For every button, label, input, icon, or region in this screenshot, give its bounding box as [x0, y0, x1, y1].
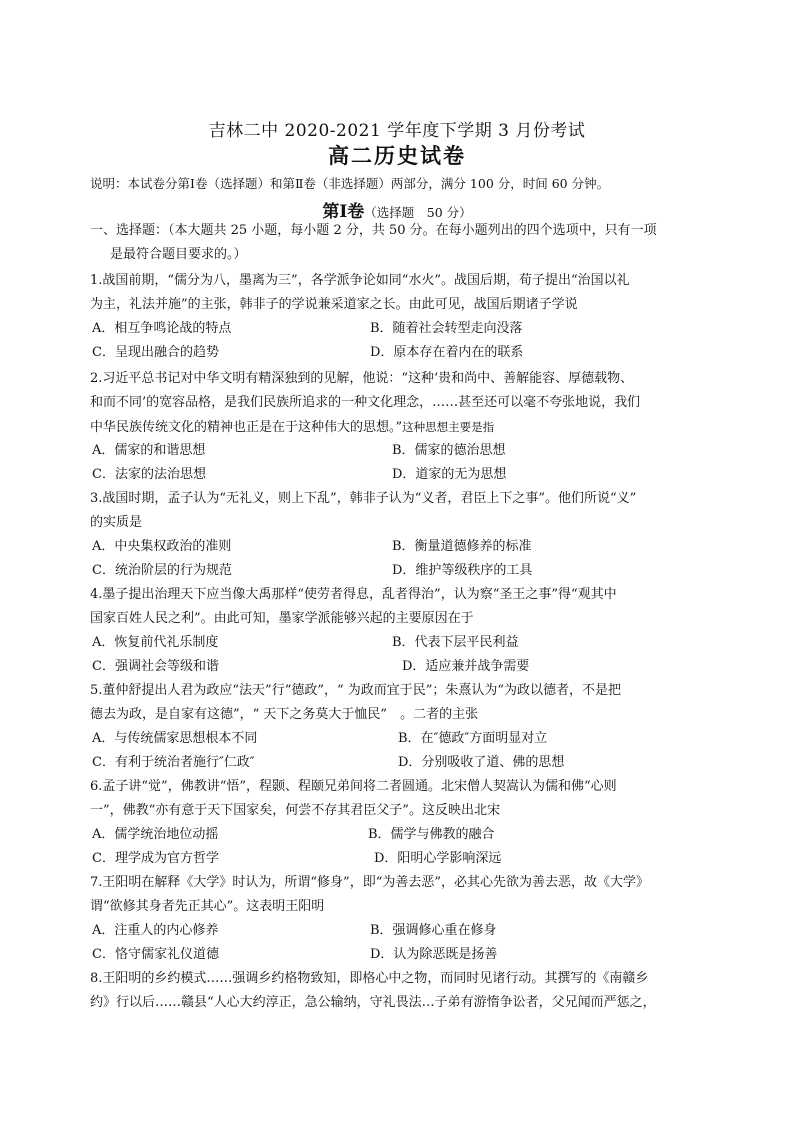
question-stem-line: 的实质是 — [90, 515, 143, 530]
option-c: C．理学成为官方哲学 — [92, 851, 219, 866]
option-c: C．强调社会等级和谐 — [92, 659, 219, 674]
part-instructions-line: 是最符合题目要求的。） — [110, 247, 247, 262]
option-b: B．随着社会转型走向没落 — [370, 321, 523, 336]
exam-instructions: 说明：本试卷分第Ⅰ卷（选择题）和第Ⅱ卷（非选择题）两部分，满分 100 分，时间 60 分钟。 — [90, 176, 610, 191]
question-stem-line: 3.战国时期，孟子认为“无礼义，则上下乱”，韩非子认为“义者，君臣上下之事”。他们所说“义” — [90, 491, 637, 506]
subject-title: 高二历史试卷 — [328, 143, 466, 168]
option-a: A．儒学统治地位动摇 — [92, 827, 219, 842]
question-stem-line: 4.墨子提出治理天下应当像大禹那样“使劳者得息，乱者得治”，认为察“圣王之事”得“观其中 — [90, 587, 617, 602]
option-d: D．道家的无为思想 — [392, 467, 507, 482]
option-d: D．分别吸收了道、佛的思想 — [398, 755, 565, 770]
option-a: A．相互争鸣论战的特点 — [92, 321, 232, 336]
option-d: D．维护等级秩序的工具 — [392, 563, 533, 578]
question-stem-text: 中华民族传统文化的精神也正是在于这种伟大的思想。” — [90, 420, 403, 435]
option-b: B．强调修心重在修身 — [370, 923, 497, 938]
option-b: B．儒家的德治思想 — [392, 443, 506, 458]
section-subtitle: （选择题 50 分） — [364, 205, 472, 220]
question-stem-line: 德去为政，是自家有这德”，“ 天下之务莫大于恤民” 。二者的主张 — [90, 707, 479, 722]
question-stem-line: 为主，礼法并施”的主张，韩非子的学说兼采道家之长。由此可见，战国后期诸子学说 — [90, 297, 578, 312]
option-b: B．代表下层平民利益 — [392, 635, 519, 650]
option-d: D．适应兼并战争需要 — [402, 659, 530, 674]
question-stem-tail: 这种思想主要是指 — [402, 420, 495, 434]
option-b: B．在″德政″方面明显对立 — [398, 731, 548, 746]
option-c: C．法家的法治思想 — [92, 467, 206, 482]
question-stem-line: 国家百姓人民之利”。由此可知，墨家学派能够兴起的主要原因在于 — [90, 611, 474, 626]
question-stem-line: 8.王阳明的乡约模式……强调乡约格物致知，即格心中之物，而同时见诸行动。其撰写的《南赣乡 — [90, 971, 649, 986]
question-stem-line: 和而不同’的宽容品格，是我们民族所追求的一种文化理念，……甚至还可以毫不夸张地说，我们 — [90, 395, 641, 410]
question-stem-line — [90, 418, 494, 437]
question-stem-line: 一”，佛教“亦有意于天下国家矣，何尝不存其君臣父子”。这反映出北宋 — [90, 803, 500, 818]
option-c: C．呈现出融合的趋势 — [92, 345, 219, 360]
option-a: A．恢复前代礼乐制度 — [92, 635, 219, 650]
option-b: B．衡量道德修养的标准 — [392, 539, 532, 554]
question-stem-line: 7.王阳明在解释《大学》时认为，所谓“修身”，即“为善去恶”，必其心先欲为善去恶，故《大学》 — [90, 875, 649, 890]
option-c: C．统治阶层的行为规范 — [92, 563, 232, 578]
question-stem-line: 2.习近平总书记对中华文明有精深独到的见解，他说：“这种‘贵和尚中、善解能容、厚德载物、 — [90, 371, 634, 386]
part-instructions-line: 一、选择题：（本大题共 25 小题，每小题 2 分，共 50 分。在每小题列出的四个选项中，只有一项 — [90, 223, 657, 238]
question-stem-line: 6.孟子讲“觉”，佛教讲“悟”，程颢、程颐兄弟间将二者圆通。北宋僧人契嵩认为儒和佛“心则 — [90, 779, 617, 794]
option-a: A．与传统儒家思想根本不同 — [92, 731, 258, 746]
question-stem-line: 5.董仲舒提出人君为政应“法天”行“德政”，“ 为政而宜于民”；朱熹认为“为政以德者，不是把 — [90, 683, 622, 698]
section-title: 第Ⅰ卷 — [322, 202, 365, 222]
option-a: A．儒家的和谐思想 — [92, 443, 206, 458]
option-b: B．儒学与佛教的融合 — [368, 827, 495, 842]
exam-title: 吉林二中 2020-2021 学年度下学期 3 月份考试 — [208, 121, 586, 141]
question-stem-line: 约》行以后……赣县“人心大约淳正，急公输纳，守礼畏法…子弟有游惰争讼者，父兄闻而严惩之， — [90, 995, 656, 1010]
question-stem-line: 1.战国前期，“儒分为八，墨离为三”，各学派争论如同“水火”。战国后期，荀子提出“治国以礼 — [90, 273, 630, 288]
option-d: D．认为除恶既是扬善 — [370, 947, 498, 962]
option-d: D．原本存在着内在的联系 — [370, 345, 524, 360]
question-stem-line: 谓“欲修其身者先正其心”。这表明王阳明 — [90, 899, 325, 914]
option-d: D．阳明心学影响深远 — [374, 851, 502, 866]
section-heading — [0, 197, 794, 222]
option-c: C．恪守儒家礼仪道德 — [92, 947, 219, 962]
option-c: C．有利于统治者施行″仁政″ — [92, 755, 255, 770]
option-a: A．中央集权政治的准则 — [92, 539, 232, 554]
option-a: A．注重人的内心修养 — [92, 923, 219, 938]
